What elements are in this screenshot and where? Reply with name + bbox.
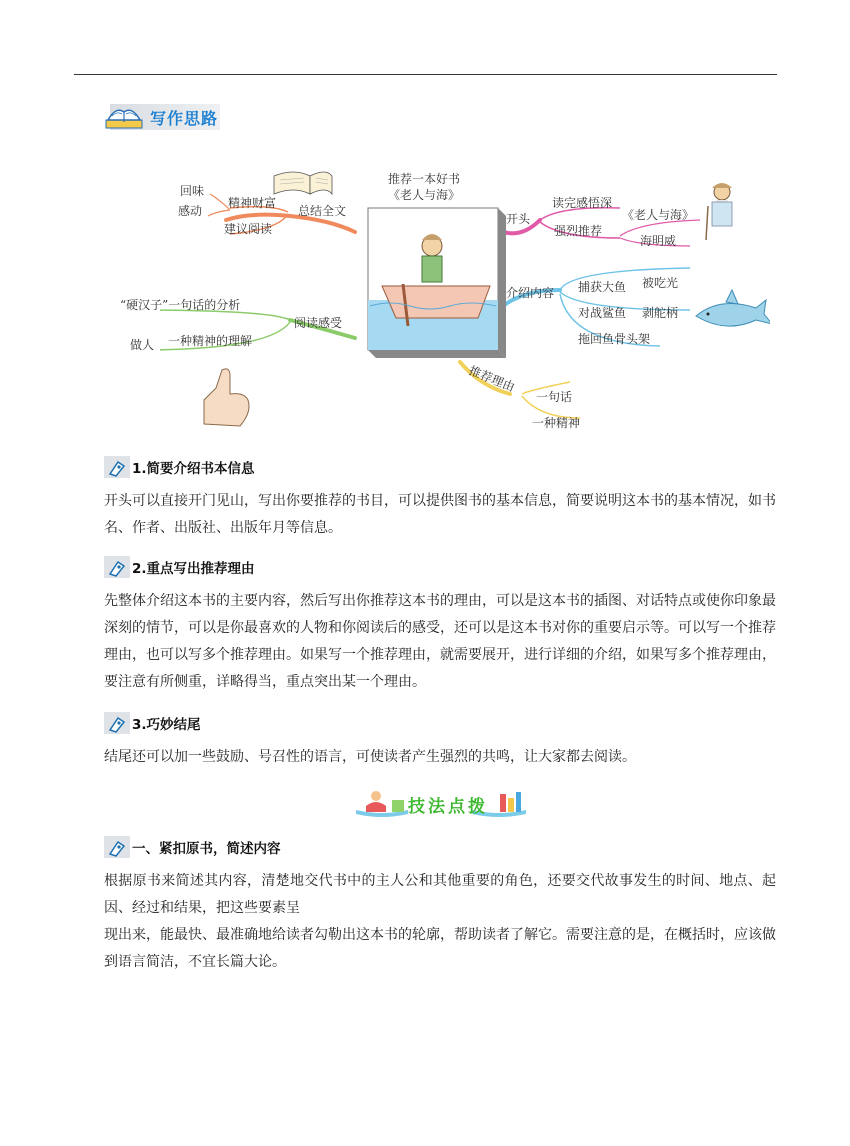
pen-icon <box>104 836 130 858</box>
paragraph-2 <box>104 588 776 696</box>
content-2b: 剥舵柄 <box>642 306 679 320</box>
paragraph-3-text: 结尾还可以加一些鼓励、号召性的语言，可使读者产生强烈的共鸣，让大家都去阅读。 <box>104 749 636 765</box>
pen-icon <box>104 556 130 578</box>
section-badge <box>104 100 220 132</box>
paragraph-1-text: 开头可以直接开门见山，写出你要推荐的书目，可以提供图书的基本信息，简要说明这本书的基本情况，如书名、作者、出版社、出版年月等信息。 <box>104 493 776 536</box>
content-1a: 捕获大鱼 <box>578 280 627 294</box>
branch-content: 介绍内容 <box>506 286 555 300</box>
start-book: 《老人与海》 <box>622 208 695 222</box>
start-1: 读完感悟深 <box>552 196 613 210</box>
header-rule <box>74 74 777 75</box>
start-2: 强烈推荐 <box>554 224 603 238</box>
content-1b: 被吃光 <box>642 276 679 290</box>
summary-mid-2: 建议阅读 <box>224 222 273 236</box>
pen-icon <box>104 456 130 478</box>
feel-2a: 做人 <box>130 338 155 352</box>
skill-paragraph-1: 根据原书来简述其内容，清楚地交代书中的主人公和其他重要的角色，还要交代故事发生的时间、地点、起因、经过和结果，把这些要素呈 <box>104 873 776 916</box>
shark-icon <box>696 290 770 326</box>
summary-left-1: 回味 <box>180 184 205 198</box>
center-title-1: 推荐一本好书 <box>388 172 461 186</box>
mind-map <box>120 150 770 450</box>
center-title-2: 《老人与海》 <box>388 188 461 202</box>
banner-label: 技法点拨 <box>408 797 488 817</box>
section-title: 写作思路 <box>150 109 219 128</box>
branch-reason: 推荐理由 <box>466 363 517 395</box>
branch-summary: 总结全文 <box>298 204 347 218</box>
paragraph-3 <box>104 744 776 771</box>
paragraph-1 <box>104 488 776 542</box>
heading-2 <box>104 556 255 578</box>
heading-3-text: 3.巧妙结尾 <box>132 717 201 733</box>
heading-1-text: 1.简要介绍书本信息 <box>132 461 255 477</box>
old-man-icon <box>706 183 732 240</box>
reason-1: 一句话 <box>536 390 573 404</box>
reason-2: 一种精神 <box>532 416 581 430</box>
content-2a: 对战鲨鱼 <box>578 306 627 320</box>
skill-paragraph <box>104 868 776 976</box>
heading-3 <box>104 712 201 734</box>
heading-1 <box>104 456 255 478</box>
summary-mid-1: 精神财富 <box>228 196 277 210</box>
skill-paragraph-2: 现出来，能最快、最准确地给读者勾勒出这本书的轮廓，帮助读者了解它。需要注意的是，在概括时，应该做到语言简洁，不宜长篇大论。 <box>104 927 776 970</box>
summary-left-2: 感动 <box>178 204 203 218</box>
book-illustration-icon <box>274 172 332 194</box>
start-author: 海明威 <box>640 234 677 248</box>
content-3: 拖回鱼骨头架 <box>578 332 651 346</box>
feel-1: “硬汉子”一句话的分析 <box>120 298 241 312</box>
skill-banner <box>352 788 528 818</box>
thumbs-up-icon <box>204 369 249 426</box>
feel-2b: 一种精神的理解 <box>168 334 253 348</box>
open-book-icon <box>104 100 144 132</box>
skill-heading-text: 一、紧扣原书，简述内容 <box>132 841 281 857</box>
pen-icon <box>104 712 130 734</box>
skill-heading <box>104 836 281 858</box>
paragraph-2-text: 先整体介绍这本书的主要内容，然后写出你推荐这本书的理由，可以是这本书的插图、对话特点或使你印象最深刻的情节，可以是你最喜欢的人物和你阅读后的感受，还可以是这本书对你的重要启示等。可以写一个推荐理由，也可以写多个推荐理由。如果写一个推荐理由，就需要展开，进行详细的介绍，如果写多个推荐理由，要注意有所侧重，详略得当，重点突出某一个理由。 <box>104 593 776 690</box>
branch-start: 开头 <box>506 212 531 226</box>
heading-2-text: 2.重点写出推荐理由 <box>132 561 255 577</box>
branch-feel: 阅读感受 <box>294 316 343 330</box>
